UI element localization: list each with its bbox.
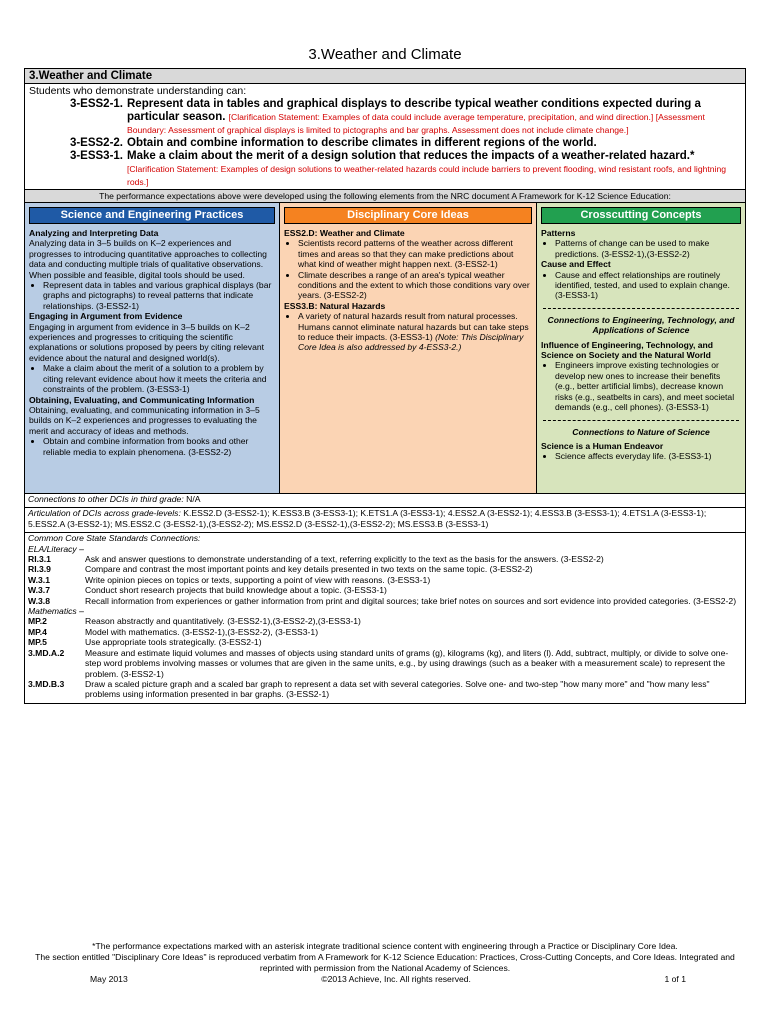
ccc-heading: Influence of Engineering, Technology, and Science on Society and the Natural World — [541, 339, 714, 361]
core-ideas-header: Disciplinary Core Ideas — [284, 207, 532, 224]
standard-code: W.3.1 — [28, 574, 50, 585]
footer-attribution: The section entitled "Disciplinary Core Ideas" is reproduced verbatim from A Framework for K-12 Science Education: Practices, Cross-Cutting Concepts, and Core Ideas. Integrated and reprinted with permission from the National Academy of Sciences. — [35, 952, 735, 973]
standard-text: Recall information from experiences or gather information from print and digital sources; take brief notes on sources and sort evidence into provided categories. (3-ESS2-2) — [85, 595, 737, 606]
dashed-divider — [543, 308, 739, 309]
practice-heading: Engaging in Argument from Evidence — [29, 311, 183, 322]
dci-bullet: • Scientists record patterns of the weather across different times and areas so that they can make predictions about what kind of weather might happen next. (3-ESS2-1) — [298, 238, 532, 269]
dci-heading: ESS3.B: Natural Hazards — [284, 300, 386, 311]
ela-label: ELA/Literacy – — [28, 543, 84, 554]
standard-row — [28, 554, 742, 564]
standard-row — [28, 564, 742, 574]
section-bar: 3.Weather and Climate — [25, 69, 745, 84]
pe-note: [Clarification Statement: Examples of design solutions to weather-related hazards could include barriers to prevent flooding, wind resistant roofs, and lightning rods.] — [127, 164, 727, 187]
standard-text: Draw a scaled picture graph and a scaled bar graph to represent a data set with several categories. Solve one- and two-step "how many more" and "how many less" problems using information presented in bar graphs. (3-ESS2-1) — [85, 678, 710, 700]
dashed-divider — [543, 420, 739, 421]
footer-asterisk-note: *The performance expectations marked with an asterisk integrate traditional science content with engineering through a Practice or Disciplinary Core Idea. — [92, 941, 678, 951]
connections-other-dcis — [25, 493, 745, 507]
ccc-bullet: • Engineers improve existing technologies or develop new ones to increase their benefits (e.g., better artificial limbs), decrease known risks (e.g., seatbelts in cars), and meet societal demands (e.g., cell phones). (3-ESS3-1) — [555, 360, 741, 412]
performance-expectations — [25, 84, 745, 189]
standard-code: MP.2 — [28, 616, 47, 627]
practice-text: Analyzing data in 3–5 builds on K–2 experiences and progresses to introducing quantitative approaches to collecting data and conducting multiple trials of qualitative observations. When possible and feasible, digital tools should be used. — [29, 238, 267, 280]
pe-item — [29, 150, 741, 189]
nrc-note: The performance expectations above were developed using the following elements from the NRC document A Framework for K-12 Science Education: — [25, 189, 745, 202]
pe-item — [29, 98, 741, 137]
standard-row — [28, 596, 742, 606]
articulation-section — [25, 507, 745, 532]
standard-text: Compare and contrast the most important points and key details presented in two texts on the same topic. (3-ESS2-2) — [85, 564, 533, 575]
practices-header: Science and Engineering Practices — [29, 207, 275, 224]
footer-page-number: 1 of 1 — [664, 974, 686, 984]
other-dcis-label: Connections to other DCIs in third grade: — [28, 494, 184, 504]
pe-text: Obtain and combine information to describe climates in different regions of the world. — [127, 137, 597, 149]
standard-row — [28, 627, 742, 637]
crosscutting-header: Crosscutting Concepts — [541, 207, 741, 224]
standard-text: Conduct short research projects that build knowledge about a topic. (3-ESS3-1) — [85, 585, 387, 596]
standard-row — [28, 616, 742, 626]
standard-code: W.3.8 — [28, 595, 50, 606]
standard-text: Model with mathematics. (3-ESS2-1),(3-ESS2-2), (3-ESS3-1) — [85, 626, 319, 637]
standard-row — [28, 648, 742, 679]
ccc-bullet: • Science affects everyday life. (3-ESS3-1) — [555, 451, 741, 461]
core-ideas-column — [280, 203, 537, 493]
ccss-section — [25, 532, 745, 703]
practice-text: Obtaining, evaluating, and communicating information in 3–5 builds on K–2 experiences and progresses to evaluating the merit and accuracy of ideas and methods. — [29, 404, 260, 436]
pe-note: [Clarification Statement: Examples of data could include average temperature, precipitation, and wind direction.] [Assessment Boundary: Assessment of graphical displays is limited to pictographs and bar graphs. Assessment does not include climate change.] — [127, 112, 705, 135]
standards-table — [24, 68, 746, 704]
practice-heading: Analyzing and Interpreting Data — [29, 228, 159, 238]
dci-note: (Note: This Disciplinary Core Idea is also addressed by 4-ESS3-2.) — [298, 332, 524, 353]
ccc-bullet: • Cause and effect relationships are routinely identified, tested, and used to explain change. (3-ESS3-1) — [555, 270, 741, 301]
practice-heading: Obtaining, Evaluating, and Communicating Information — [29, 394, 255, 405]
other-dcis-value: N/A — [186, 494, 201, 504]
standard-text: Reason abstractly and quantitatively. (3-ESS2-1),(3-ESS2-2),(3-ESS3-1) — [85, 616, 361, 627]
crosscutting-column — [537, 203, 745, 493]
articulation-label: Articulation of DCIs across grade-levels: — [28, 508, 181, 519]
standard-code: 3.MD.B.3 — [28, 678, 65, 689]
practice-text: Engaging in argument from evidence in 3–5 builds on K–2 experiences and progresses to critiquing the scientific explanations or solutions proposed by peers by citing relevant evidence about the natural and designed world(s). — [29, 321, 265, 363]
foundation-columns — [25, 202, 745, 493]
articulation-line: K.ESS2.D (3-ESS2-1); K.ESS3.B (3-ESS3-1); K.ETS1.A (3-ESS3-1); 4.ESS2.A (3-ESS2-1); 4.ESS3.B (3-ESS3-1); 4.ETS1.A (3-ESS3-1); — [183, 508, 707, 519]
standard-row — [28, 637, 742, 647]
page-footer — [24, 941, 746, 985]
standards-page — [24, 40, 746, 704]
standard-text: Write opinion pieces on topics or texts, supporting a point of view with reasons. (3-ESS3-1) — [85, 574, 431, 585]
dci-bullet — [298, 311, 532, 353]
standard-row — [28, 585, 742, 595]
standard-code: W.3.7 — [28, 585, 50, 596]
footer-date: May 2013 — [90, 974, 128, 984]
pe-code: 3-ESS2-1. — [69, 98, 123, 110]
pe-intro: Students who demonstrate understanding can: — [29, 85, 247, 97]
footer-meta — [24, 974, 746, 985]
page-title: 3.Weather and Climate — [308, 46, 462, 63]
practice-bullet: • Make a claim about the merit of a solution to a problem by citing relevant evidence about how it meets the criteria and constraints of the problem. (3-ESS3-1) — [43, 363, 275, 394]
ccc-bullet: • Patterns of change can be used to make predictions. (3-ESS2-1),(3-ESS2-2) — [555, 238, 741, 259]
ccc-heading: Cause and Effect — [541, 259, 611, 270]
standard-code: MP.5 — [28, 637, 47, 648]
pe-item — [29, 137, 741, 150]
standard-row — [28, 575, 742, 585]
ccc-heading: Patterns — [541, 228, 576, 238]
ccc-heading: Science is a Human Endeavor — [541, 440, 664, 451]
math-label: Mathematics – — [28, 606, 84, 617]
standard-code: 3.MD.A.2 — [28, 647, 65, 658]
standard-text: Ask and answer questions to demonstrate understanding of a text, referring explicitly to the text as the basis for the answers. (3-ESS2-2) — [85, 554, 604, 565]
dci-bullet-text: A variety of natural hazards result from natural processes. Humans cannot eliminate natural hazards but can take steps to reduce their impacts. (3-ESS3-1) — [298, 311, 529, 343]
standard-row — [28, 679, 742, 700]
standard-code: RI.3.9 — [28, 564, 51, 575]
standard-text: Use appropriate tools strategically. (3-ESS2-1) — [85, 637, 262, 648]
pe-text: Make a claim about the merit of a design solution that reduces the impacts of a weather-related hazard.* — [127, 150, 695, 162]
standard-text: Measure and estimate liquid volumes and masses of objects using standard units of grams (g), kilograms (kg), and liters (l). Add, subtract, multiply, or divide to solve one-step word problems involving masses or volumes that are given in the same units, e.g., by using drawings (such as a beaker with a measurement scale) to represent the problem. (3-ESS2-1) — [85, 647, 729, 679]
practice-bullet: • Obtain and combine information from books and other reliable media to explain phenomena. (3-ESS2-2) — [43, 436, 275, 457]
pe-text: Represent data in tables and graphical displays to describe typical weather conditions expected during a particular season. — [127, 98, 701, 123]
standard-code: MP.4 — [28, 626, 47, 637]
pe-code: 3-ESS3-1. — [69, 150, 123, 162]
dci-heading: ESS2.D: Weather and Climate — [284, 228, 405, 238]
ccss-label: Common Core State Standards Connections: — [28, 533, 201, 544]
connections-heading: Connections to Nature of Science — [572, 426, 710, 437]
dci-bullet: • Climate describes a range of an area's typical weather conditions and the extent to which those conditions vary over years. (3-ESS2-2) — [298, 270, 532, 301]
pe-code: 3-ESS2-2. — [69, 137, 123, 149]
connections-heading: Connections to Engineering, Technology, and Applications of Science — [547, 314, 735, 336]
articulation-line: 5.ESS2.A (3-ESS2-1); MS.ESS2.C (3-ESS2-1),(3-ESS2-2); MS.ESS2.D (3-ESS2-1),(3-ESS2-2); MS.ESS3.B (3-ESS3-1) — [28, 518, 489, 529]
practice-bullet: • Represent data in tables and various graphical displays (bar graphs and pictographs) to reveal patterns that indicate relationships. (3-ESS2-1) — [43, 280, 275, 311]
standard-code: RI.3.1 — [28, 554, 51, 565]
practices-column — [25, 203, 280, 493]
footer-copyright: ©2013 Achieve, Inc. All rights reserved. — [321, 974, 471, 984]
